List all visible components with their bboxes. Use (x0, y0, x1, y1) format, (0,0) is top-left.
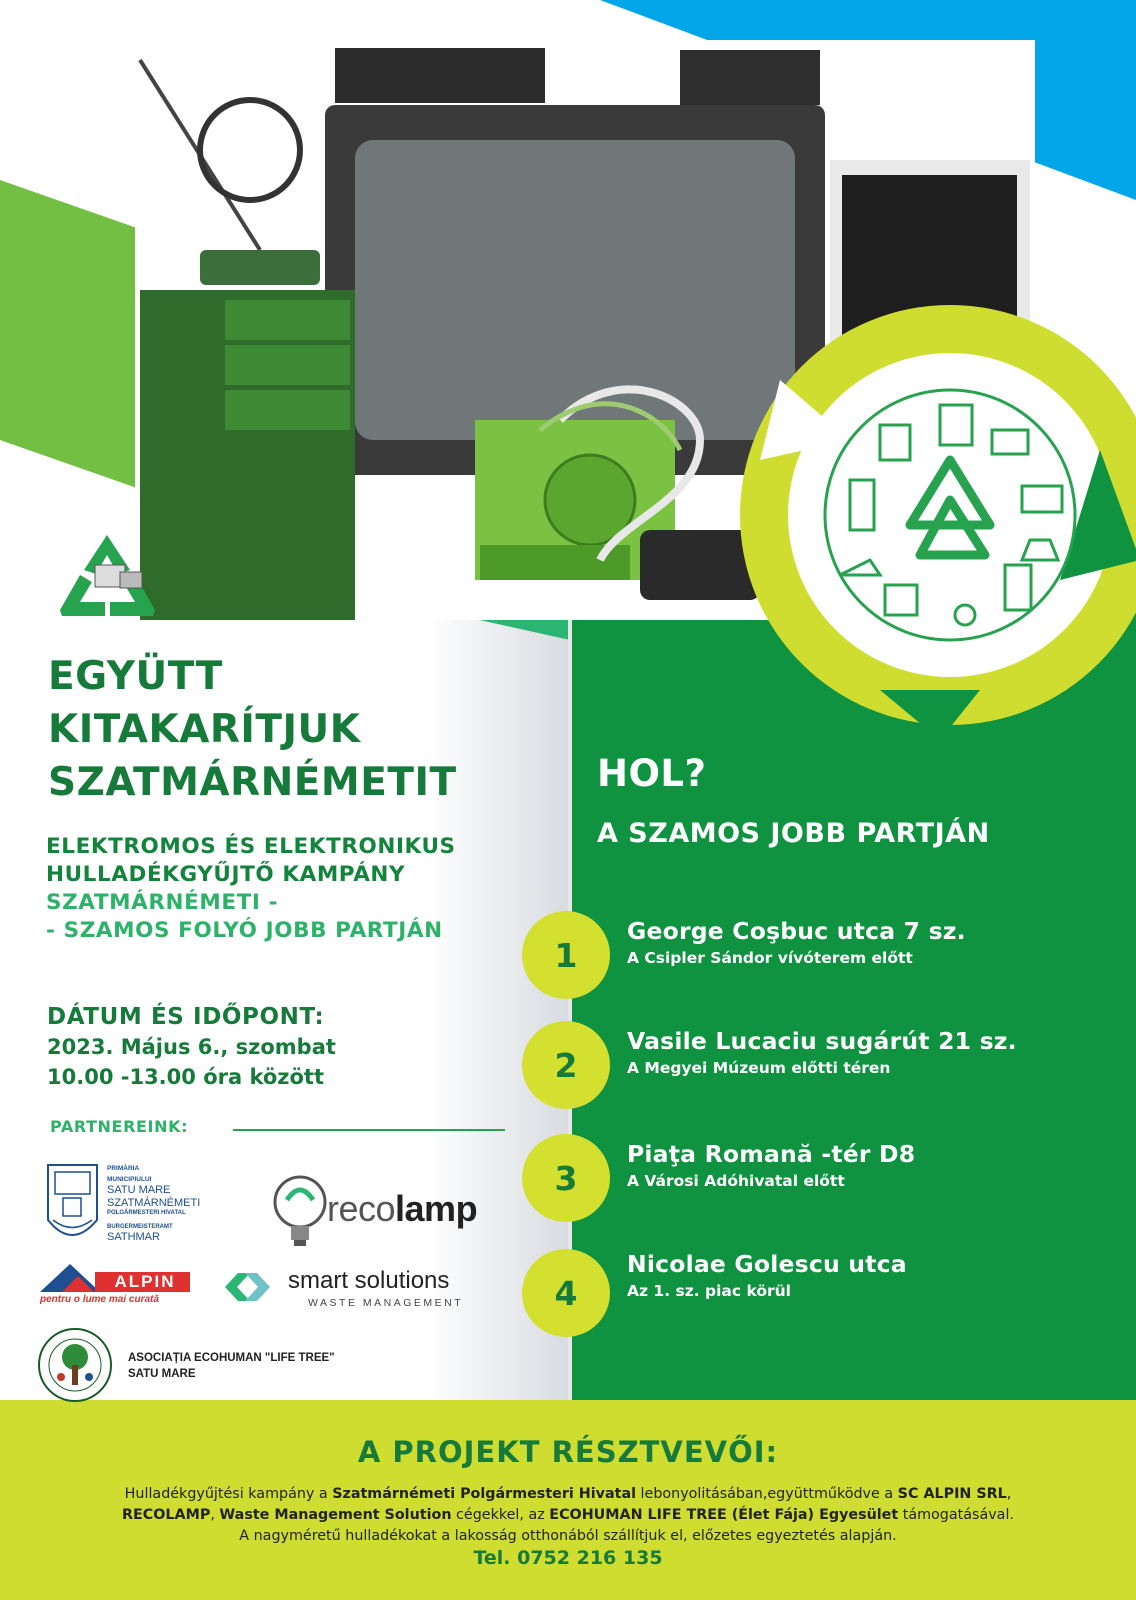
recolamp-lamp: lamp (395, 1188, 478, 1229)
date-heading: DÁTUM ÉS IDŐPONT: (47, 1004, 325, 1030)
title-line-2: KITAKARÍTJUK (48, 707, 361, 752)
location-3-description: A Városi Adóhivatal előtt (627, 1172, 845, 1190)
primaria-l2: MUNICIPIULUI (107, 1175, 152, 1183)
phone-number[interactable]: Tel. 0752 216 135 (473, 1547, 663, 1569)
footer-line-1: Hulladékgyűjtési kampány a Szatmárnémeti Polgármesteri Hivatal lebonyolitásában,együttműködve a SC ALPIN SRL, (124, 1486, 1012, 1502)
location-2-description: A Megyei Múzeum előtti téren (627, 1059, 891, 1077)
alpin-slogan: pentru o lume mai curată (40, 1294, 159, 1305)
date-day: 2023. Május 6., szombat (47, 1035, 336, 1059)
location-2-address: Vasile Lucaciu sugárút 21 sz. (627, 1027, 1017, 1055)
subtitle-line-1: ELEKTROMOS ÉS ELEKTRONIKUS (46, 834, 456, 859)
date-section (47, 1002, 336, 1092)
location-3-address: Piaţa Romană -tér D8 (627, 1140, 916, 1168)
recolamp-reco: reco (327, 1188, 396, 1229)
campaign-subtitle (46, 833, 456, 945)
location-1-description: A Csipler Sándor vívóterem előtt (627, 949, 913, 967)
primaria-l7: SATHMAR (107, 1231, 160, 1243)
ecohuman-text (128, 1350, 335, 1382)
lightbulb-icon (265, 1170, 335, 1250)
footer-title: A PROJEKT RÉSZTVEVŐI: (357, 1435, 779, 1469)
primaria-logo (45, 1160, 210, 1250)
smart-solutions-icon (220, 1265, 275, 1310)
location-4-number: 4 (522, 1249, 610, 1337)
subtitle-line-3: SZATMÁRNÉMETI - (46, 890, 279, 915)
where-subheading: A SZAMOS JOBB PARTJÁN (597, 818, 990, 849)
partners-divider (233, 1129, 505, 1131)
location-1-address: George Coşbuc utca 7 sz. (627, 917, 966, 945)
subtitle-line-2: HULLADÉKGYŰJTŐ KAMPÁNY (46, 862, 406, 887)
smart-solutions-logo (220, 1265, 500, 1310)
location-4-description: Az 1. sz. piac körül (627, 1282, 791, 1300)
primaria-l1: PRIMĂRIA (107, 1165, 140, 1172)
footer-text (30, 1484, 1106, 1547)
tree-icon (35, 1325, 115, 1405)
main-title (48, 650, 457, 809)
title-line-1: EGYÜTT (48, 654, 223, 699)
location-4-address: Nicolae Golescu utca (627, 1250, 907, 1278)
ecohuman-logo (35, 1325, 115, 1405)
primaria-l5: POLGÁRMESTERI HIVATAL (107, 1210, 186, 1216)
smart-name: smart solutions (288, 1267, 450, 1294)
recycle-icon (50, 530, 165, 620)
location-1-number: 1 (522, 911, 610, 999)
location-3-number: 3 (522, 1134, 610, 1222)
recolamp-logo (265, 1170, 495, 1250)
coat-of-arms-icon (45, 1160, 100, 1250)
primaria-l6: BURGERMEISTERAMT (107, 1223, 173, 1230)
location-2-number: 2 (522, 1021, 610, 1109)
alpin-logo (40, 1262, 190, 1307)
primaria-l3: SATU MARE (107, 1184, 171, 1196)
title-line-3: SZATMÁRNÉMETIT (48, 760, 457, 805)
partners-label: PARTNEREINK: (50, 1117, 189, 1136)
alpin-name: ALPIN (114, 1272, 176, 1291)
smart-sub: WASTE MANAGEMENT (308, 1297, 464, 1309)
subtitle-line-4: - SZAMOS FOLYÓ JOBB PARTJÁN (46, 918, 443, 943)
ecohuman-l1: ASOCIAȚIA ECOHUMAN "LIFE TREE" (128, 1352, 335, 1364)
primaria-l4: SZATMÁRNÉMETI (107, 1196, 201, 1209)
footer-line-2: RECOLAMP, Waste Management Solution cégekkel, az ECOHUMAN LIFE TREE (Élet Fája) Egyesület támogatásával. (122, 1507, 1014, 1523)
where-heading: HOL? (597, 752, 707, 795)
ecohuman-l2: SATU MARE (128, 1368, 196, 1380)
footer-line-3: A nagyméretű hulladékokat a lakosság otthonából szállítjuk el, előzetes egyeztetés alapján. (239, 1528, 897, 1544)
date-time: 10.00 -13.00 óra között (47, 1065, 325, 1089)
